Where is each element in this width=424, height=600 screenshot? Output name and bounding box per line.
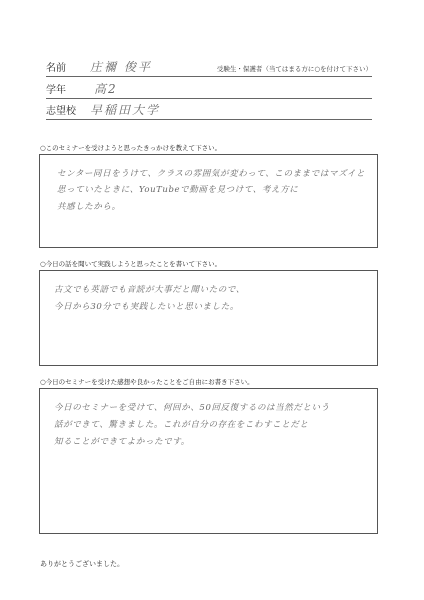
question-2-answer-box <box>39 270 378 366</box>
school-handwriting: 早稲田大学 <box>90 103 161 117</box>
question-3-answer-line: 知ることができてよかったです。 <box>54 437 190 447</box>
question-1-answer-box <box>39 154 378 248</box>
question-3-answer-line: 今日のセミナーを受けて、何回か、50回反復するのは当然だという <box>54 403 330 413</box>
question-3-label: ○今日のセミナーを受けた感想や良かったことをご自由にお書き下さい。 <box>40 378 254 386</box>
question-1-label: ○このセミナーを受けようと思ったきっかけを教えて下さい。 <box>40 144 222 152</box>
role-text: 受験生・保護者（当てはまる方に○を付けて下さい） <box>216 65 372 73</box>
school-label: 志望校 <box>46 106 76 117</box>
question-3-answer-line: 話ができて、驚きました。これが自分の存在をこわすことだと <box>54 420 309 430</box>
closing-thanks: ありがとうございました。 <box>40 560 124 568</box>
question-1-answer-line: 共感したから。 <box>57 202 121 212</box>
grade-row <box>46 80 372 99</box>
name-row <box>46 58 372 77</box>
name-label: 名前 <box>46 63 66 74</box>
school-row <box>46 101 372 120</box>
name-handwriting: 庄禰 俊平 <box>90 60 152 74</box>
question-1-answer-line: 思っていたときに、YouTubeで動画を見つけて、考え方に <box>57 185 299 195</box>
question-3-answer-box <box>39 388 378 534</box>
question-2-answer-line: 古文でも英語でも音読が大事だと聞いたので、 <box>54 285 245 295</box>
question-2-answer-line: 今日から30分でも実践したいと思いました。 <box>54 302 239 312</box>
grade-label: 学年 <box>46 85 66 96</box>
question-1-answer-line: センター同日をうけて、クラスの雰囲気が変わって、このままではマズイと <box>57 169 366 179</box>
question-2-label: ○今日の話を聞いて実践しようと思ったことを書いて下さい。 <box>40 260 222 268</box>
grade-handwriting: 高2 <box>94 82 118 96</box>
role-selector <box>217 64 372 73</box>
